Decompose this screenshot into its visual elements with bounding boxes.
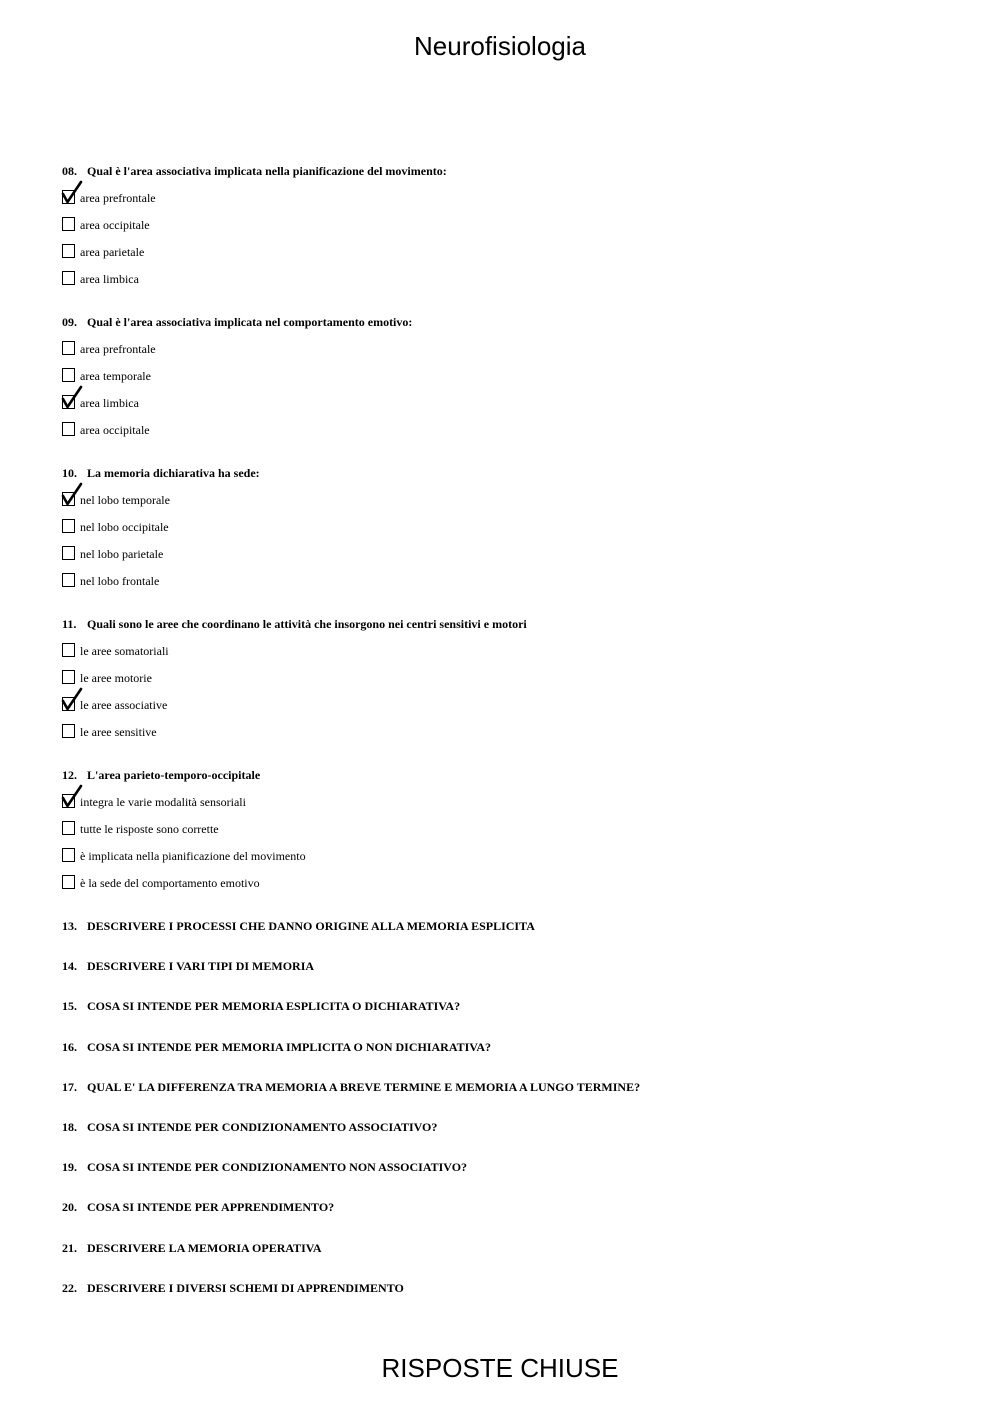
question-number: 09. [62,315,77,329]
answer-option[interactable] [62,794,962,810]
answer-option[interactable] [62,271,962,287]
open-question [62,1119,437,1135]
open-question [62,1039,491,1055]
question-label: Qual è l'area associativa implicata nel comportamento emotivo: [87,315,413,329]
question-label: DESCRIVERE I PROCESSI CHE DANNO ORIGINE ALLA MEMORIA ESPLICITA [87,919,535,933]
option-label: integra le varie modalità sensoriali [80,795,246,809]
answer-option[interactable] [62,724,962,740]
question-number: 11. [62,617,77,631]
question-label: COSA SI INTENDE PER CONDIZIONAMENTO ASSOCIATIVO? [87,1120,438,1134]
option-label: area occipitale [80,218,150,232]
question-text [62,314,962,330]
option-label: area limbica [80,272,139,286]
checkbox[interactable] [62,217,75,231]
checkbox[interactable] [62,724,75,738]
open-question [62,1240,322,1256]
option-label: area prefrontale [80,342,156,356]
open-question [62,958,314,974]
question-text [62,465,962,481]
question-label: COSA SI INTENDE PER MEMORIA IMPLICITA O NON DICHIARATIVA? [87,1040,492,1054]
question-block [62,465,962,589]
question-text [62,163,962,179]
checkbox[interactable] [62,341,75,355]
section-title: RISPOSTE CHIUSE [381,1353,619,1383]
option-label: nel lobo frontale [80,574,160,588]
question-label: COSA SI INTENDE PER MEMORIA ESPLICITA O DICHIARATIVA? [87,999,461,1013]
checkbox[interactable] [62,573,75,587]
checkbox[interactable] [62,643,75,657]
option-label: le aree motorie [80,671,152,685]
question-text [62,616,962,632]
option-label: area parietale [80,245,145,259]
answer-option[interactable] [62,670,962,686]
question-label: DESCRIVERE I VARI TIPI DI MEMORIA [87,959,315,973]
answer-option[interactable] [62,573,962,589]
answer-option[interactable] [62,546,962,562]
checkbox[interactable] [62,670,75,684]
checkbox[interactable] [62,821,75,835]
answer-option[interactable] [62,341,962,357]
question-number: 10. [62,466,77,480]
question-number: 19. [62,1160,77,1174]
question-label: COSA SI INTENDE PER APPRENDIMENTO? [87,1200,335,1214]
question-text [62,767,962,783]
open-question [62,1280,404,1296]
page-title: Neurofisiologia [414,31,586,61]
answer-option[interactable] [62,848,962,864]
answer-option[interactable] [62,422,962,438]
option-label: area limbica [80,396,139,410]
open-question [62,1199,334,1215]
answer-option[interactable] [62,519,962,535]
checkbox[interactable] [62,422,75,436]
option-label: nel lobo occipitale [80,520,169,534]
question-block [62,163,962,287]
question-number: 12. [62,768,77,782]
question-label: Qual è l'area associativa implicata nella pianificazione del movimento: [87,164,447,178]
checkbox[interactable] [62,546,75,560]
question-block [62,314,962,438]
checkbox[interactable] [62,368,75,382]
question-number: 18. [62,1120,77,1134]
checkbox[interactable] [62,271,75,285]
checkbox[interactable] [62,875,75,889]
question-label: L'area parieto-temporo-occipitale [87,768,261,782]
question-number: 22. [62,1281,77,1295]
question-number: 14. [62,959,77,973]
answer-option[interactable] [62,697,962,713]
option-label: area prefrontale [80,191,156,205]
open-question [62,1159,467,1175]
answer-option[interactable] [62,217,962,233]
option-label: è implicata nella pianificazione del movimento [80,849,306,863]
question-label: La memoria dichiarativa ha sede: [87,466,260,480]
question-label: DESCRIVERE LA MEMORIA OPERATIVA [87,1241,322,1255]
answer-option[interactable] [62,395,962,411]
option-label: area temporale [80,369,151,383]
question-label: Quali sono le aree che coordinano le attività che insorgono nei centri sensitivi e motori [87,617,527,631]
question-label: DESCRIVERE I DIVERSI SCHEMI DI APPRENDIMENTO [87,1281,404,1295]
question-number: 17. [62,1080,77,1094]
answer-option[interactable] [62,244,962,260]
answer-option[interactable] [62,643,962,659]
option-label: tutte le risposte sono corrette [80,822,219,836]
checkbox[interactable] [62,244,75,258]
question-number: 20. [62,1200,77,1214]
option-label: le aree associative [80,698,168,712]
question-number: 13. [62,919,77,933]
question-block [62,767,962,891]
open-question [62,998,460,1014]
answer-option[interactable] [62,821,962,837]
answer-option[interactable] [62,492,962,508]
question-number: 08. [62,164,77,178]
option-label: nel lobo parietale [80,547,164,561]
question-label: COSA SI INTENDE PER CONDIZIONAMENTO NON ASSOCIATIVO? [87,1160,468,1174]
answer-option[interactable] [62,190,962,206]
option-label: nel lobo temporale [80,493,170,507]
open-question [62,918,535,934]
checkbox[interactable] [62,848,75,862]
answer-option[interactable] [62,875,962,891]
option-label: le aree somatoriali [80,644,169,658]
answer-option[interactable] [62,368,962,384]
option-label: area occipitale [80,423,150,437]
question-number: 15. [62,999,77,1013]
question-number: 16. [62,1040,77,1054]
question-label: QUAL E' LA DIFFERENZA TRA MEMORIA A BREVE TERMINE E MEMORIA A LUNGO TERMINE? [87,1080,641,1094]
question-number: 21. [62,1241,77,1255]
open-question [62,1079,640,1095]
question-block [62,616,962,740]
option-label: le aree sensitive [80,725,157,739]
option-label: è la sede del comportamento emotivo [80,876,260,890]
checkbox[interactable] [62,519,75,533]
